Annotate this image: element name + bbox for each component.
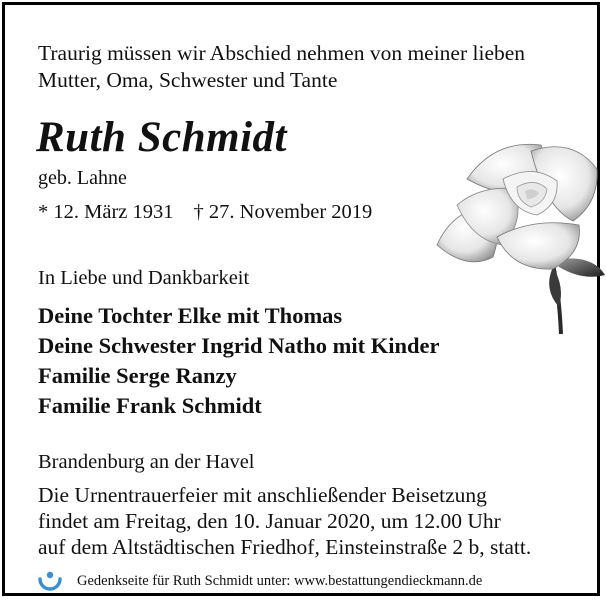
mourners-heading: In Liebe und Dankbarkeit	[38, 267, 250, 289]
intro-line-2: Mutter, Oma, Schwester und Tante	[38, 68, 338, 92]
ceremony-line-2: findet am Freitag, den 10. Januar 2020, um 12.00 Uhr	[38, 509, 501, 533]
mourner-line: Familie Serge Ranzy	[38, 363, 237, 388]
obituary-notice	[2, 2, 600, 596]
mourners-list	[38, 301, 439, 421]
mourner-line: Familie Frank Schmidt	[38, 393, 262, 418]
mourner-line: Deine Tochter Elke mit Thomas	[38, 303, 343, 328]
deceased-name: Ruth Schmidt	[36, 114, 287, 161]
place: Brandenburg an der Havel	[38, 451, 255, 473]
footer	[37, 568, 482, 594]
memorial-logo-icon	[37, 568, 63, 594]
death-date: † 27. November 2019	[193, 201, 373, 223]
intro-line-1: Traurig müssen wir Abschied nehmen von meiner lieben	[38, 41, 526, 65]
birth-date: * 12. März 1931	[38, 201, 174, 223]
ceremony-info	[38, 482, 531, 560]
white-rose-image	[433, 129, 606, 339]
mourner-line: Deine Schwester Ingrid Natho mit Kinder	[38, 333, 440, 358]
ceremony-line-3: auf dem Altstädtischen Friedhof, Einsteinstraße 2 b, statt.	[38, 535, 532, 559]
ceremony-line-1: Die Urnentrauerfeier mit anschließender Beisetzung	[38, 483, 487, 507]
intro-text	[38, 40, 525, 94]
birth-name: geb. Lahne	[38, 167, 127, 189]
memorial-page-link[interactable]: Gedenkseite für Ruth Schmidt unter: www.bestattungendieckmann.de	[77, 572, 483, 589]
life-dates	[38, 201, 372, 224]
